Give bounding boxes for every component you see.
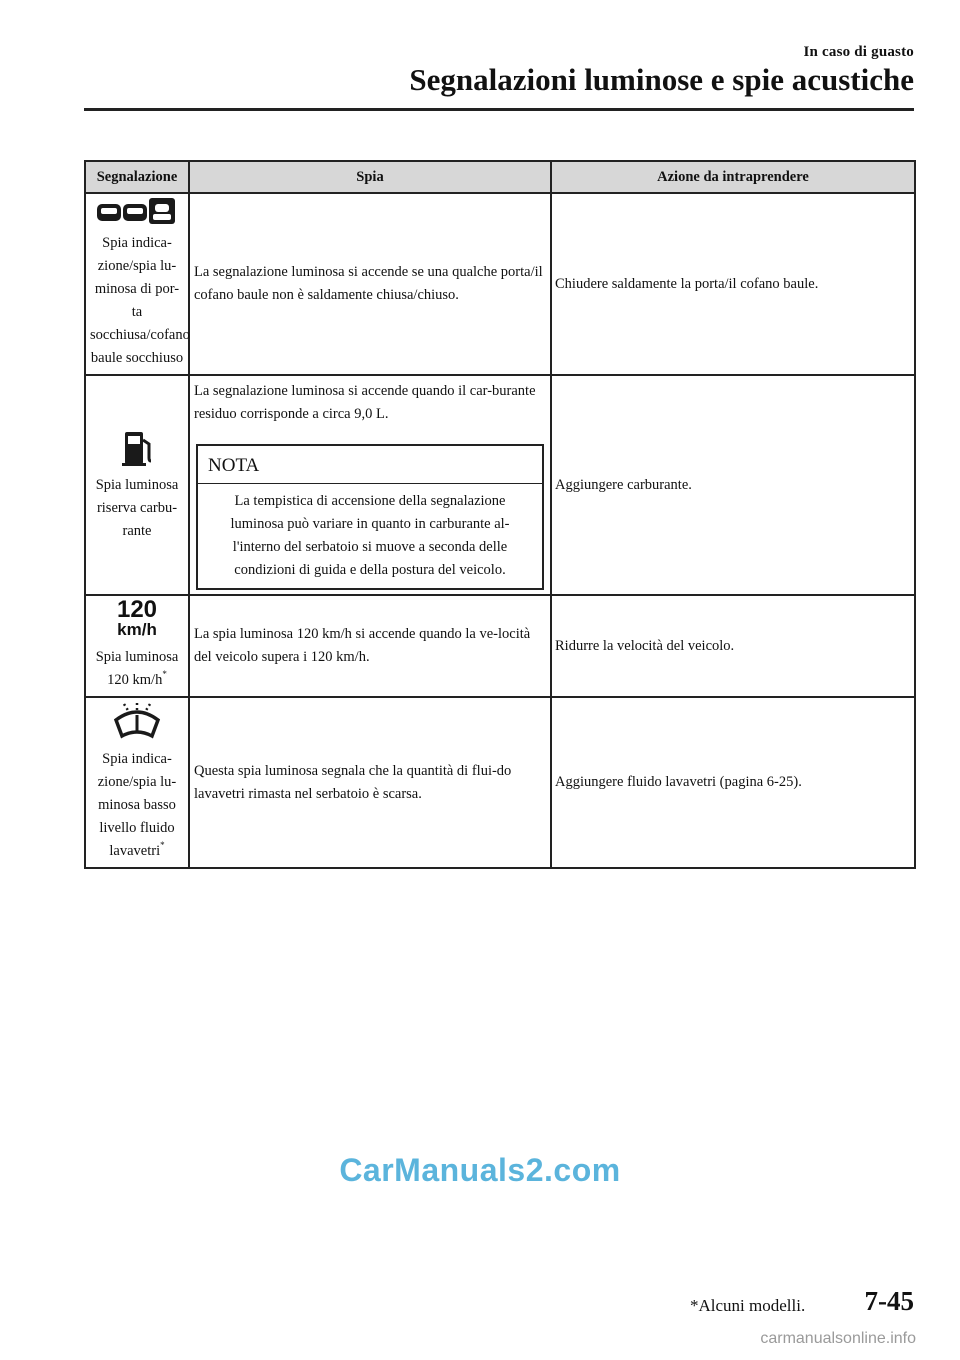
action-cell	[551, 697, 915, 868]
washer-fluid-icon	[90, 702, 184, 742]
table-header-row	[85, 161, 915, 193]
action-text: Chiudere saldamente la porta/il cofano baule.	[555, 275, 819, 292]
column-header-spia: Spia	[189, 161, 551, 193]
speed-120-icon	[90, 596, 184, 640]
footnote-mark: *	[160, 840, 165, 850]
footnote-text: *Alcuni modelli.	[690, 1296, 806, 1315]
table-row	[85, 697, 915, 868]
description-text: La segnalazione luminosa si accende quando il car-burante residuo corrisponde a circa 9,0 L.	[194, 383, 536, 422]
footnote-mark: *	[162, 669, 167, 679]
warning-lights-table	[84, 160, 916, 869]
door-ajar-icon	[90, 198, 184, 226]
watermark-text: CarManuals2.com	[339, 1152, 621, 1188]
signal-label-text: Spia indica-zione/spia lu-minosa basso livello fluido lavavetri	[97, 751, 177, 859]
section-label: In caso di guasto	[803, 44, 914, 60]
action-text: Aggiungere fluido lavavetri (pagina 6-25).	[555, 774, 802, 790]
description-cell	[189, 595, 551, 697]
signal-cell	[85, 697, 189, 868]
description-cell	[189, 375, 551, 595]
speed-120-icon-unit: km/h	[117, 620, 157, 639]
table-row	[85, 193, 915, 375]
signal-label: Spia luminosa riserva carbu-rante	[95, 476, 179, 539]
action-cell	[551, 193, 915, 375]
table-row	[85, 595, 915, 697]
signal-label	[90, 646, 184, 692]
description-text: Questa spia luminosa segnala che la quantità di flui-do lavavetri rimasta nel serbatoio è scarsa.	[194, 762, 512, 802]
signal-cell	[85, 375, 189, 595]
action-cell	[551, 375, 915, 595]
action-cell	[551, 595, 915, 697]
signal-label	[90, 748, 184, 863]
speed-120-icon-number: 120	[116, 596, 158, 623]
description-cell	[189, 193, 551, 375]
signal-cell	[85, 595, 189, 697]
signal-cell	[85, 193, 189, 375]
signal-label-text: Spia luminosa 120 km/h	[95, 649, 179, 688]
title-divider	[84, 108, 914, 111]
note-box	[196, 444, 544, 590]
column-header-azione: Azione da intraprendere	[551, 161, 915, 193]
page-title: Segnalazioni luminose e spie acustiche	[409, 62, 914, 97]
action-text: Ridurre la velocità del veicolo.	[555, 637, 735, 654]
description-text: La spia luminosa 120 km/h si accende quando la ve-locità del veicolo supera i 120 km/h.	[194, 626, 531, 665]
note-title: NOTA	[198, 446, 542, 484]
column-header-segnalazione: Segnalazione	[85, 161, 189, 193]
footer-site-watermark: carmanualsonline.info	[760, 1330, 916, 1347]
signal-label: Spia indica-zione/spia lu-minosa di por-ta socchiusa/cofano baule socchiuso	[90, 235, 190, 366]
page-number: 7-45	[864, 1286, 914, 1316]
note-text: La tempistica di accensione della segnalazione luminosa può variare in quanto in carburante al-l'interno del serbatoio si muove a seconda delle condizioni di guida e della postura del veicolo.	[230, 493, 510, 578]
fuel-pump-icon	[90, 428, 184, 468]
table-row	[85, 375, 915, 595]
description-cell	[189, 697, 551, 868]
action-text: Aggiungere carburante.	[555, 476, 692, 493]
description-text: La segnalazione luminosa si accende se una qualche porta/il cofano baule non è saldamente chiusa/chiuso.	[194, 264, 543, 303]
